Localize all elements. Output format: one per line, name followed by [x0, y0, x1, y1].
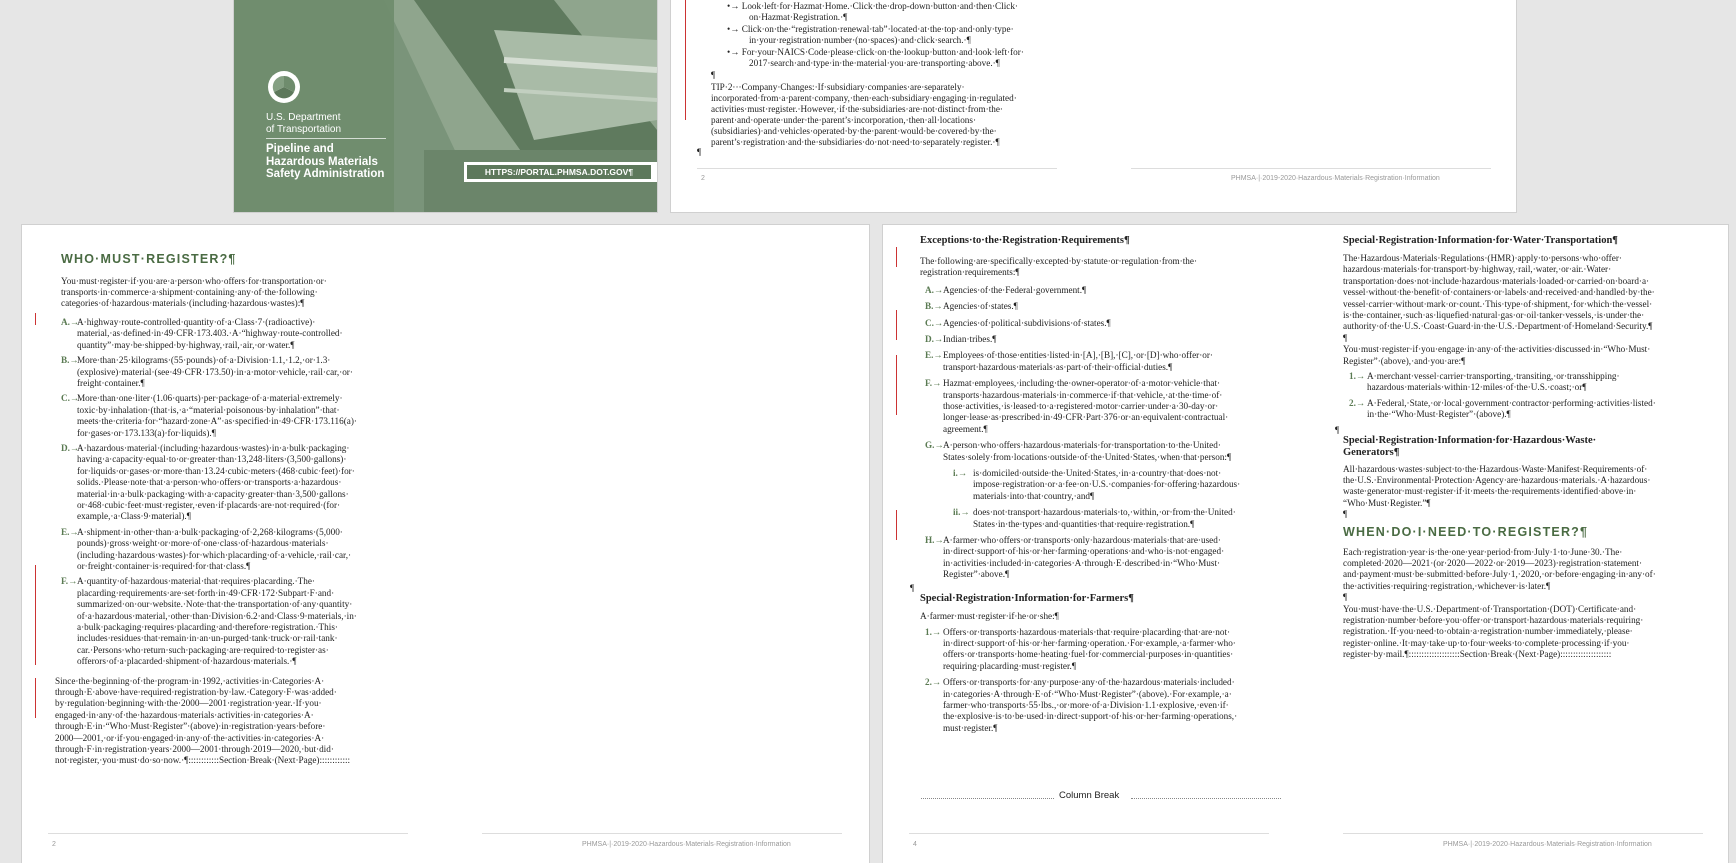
- closing-line: by·regulation·beginning·with·the·2000—2001·registration·year.·If·you·: [55, 698, 322, 709]
- intro-3: categories·of·hazardous·materials·(including·hazardous·wastes):¶: [61, 298, 305, 308]
- page-number: 2: [52, 841, 56, 848]
- category-item-text: for·gases·or·173.133(a)·for·liquids).¶: [77, 427, 216, 438]
- category-item-text: A·quantity·of·hazardous·material·that·requires·placarding.·The·: [77, 576, 315, 587]
- dept-name: U.S. Department of Transportation: [266, 112, 342, 135]
- waste-text: the·U.S.·Environmental·Protection·Agency·are·hazardous·materials.·A·hazardous·: [1343, 475, 1651, 485]
- when-text: register·by·mail.¶::::::::::::::::::::Section·Break·(Next·Page)::::::::::::::::::::: [1343, 649, 1612, 660]
- dot-logo-icon: [267, 70, 301, 104]
- bullet-1-cont: on·Hazmat·Registration.·¶: [749, 12, 848, 22]
- intro-1: You·must·register·if·you·are·a·person·who·offers·for·transportation·or·: [61, 276, 327, 286]
- exception-item-marker: B.→: [925, 301, 943, 312]
- tip-line-1: TIP·2···Company·Changes:·If·subsidiary·companies·are·separately·: [711, 82, 965, 92]
- intro-2: transports·in·commerce·a·shipment·containing·any·of·the·following·: [61, 287, 318, 297]
- tip-line-6: parent’s·registration·and·the·subsidiaries·do·not·need·to·separately·register.·¶: [711, 137, 1000, 147]
- water-text: authority·of·the·U.S.·Coast·Guard·in·the·U.S.·Department·of·Homeland·Security.¶: [1343, 321, 1653, 332]
- category-item-text: pounds)·gross·weight·or·more·of·one·class·of·hazardous·materials·: [77, 538, 329, 549]
- bullet-3-cont: 2017·search·and·type·in·the·material·you·are·transporting·above.·¶: [749, 58, 1000, 68]
- farmers-intro: A·farmer·must·register·if·he·or·she:¶: [920, 610, 1059, 621]
- category-item-text: of·a·hazardous·material,·other·than·Division·6.2·and·Class·9·materials,·in·: [77, 610, 357, 621]
- tip-line-2: incorporated·from·a·parent·company,·then·each·subsidiary·engaging·in·regulated·: [711, 93, 1017, 103]
- exception-item-text: agreement.¶: [943, 423, 988, 434]
- closing-line: through·E·above·have·required·registration·by·law.·Category·F·was·added·: [55, 687, 337, 697]
- footer-rule-left: [48, 833, 408, 834]
- change-bar: [896, 247, 897, 267]
- exception-item-text: A·person·who·offers·hazardous·materials·for·transportation·to·the·United·: [943, 440, 1221, 451]
- exception-subitem-text: impose·registration·or·a·fee·on·U.S.·companies·for·offering·hazardous·: [973, 479, 1241, 490]
- when-text: register·online.·It·may·take·up·to·four·weeks·to·complete·processing·if·you·: [1343, 637, 1630, 648]
- category-item-marker: C.→: [61, 393, 80, 404]
- category-item-marker: B.→: [61, 355, 79, 366]
- category-item-text: for·liquids·or·gases·or·more·than·13.24·cubic·meters·(468·cubic·feet)·for·: [77, 465, 355, 476]
- category-item-text: having·a·capacity·equal·to·or·greater·than·13,248·liters·(3,500·gallons)·: [77, 454, 347, 465]
- when-text: Each·registration·year·is·the·one·year·period·from·July·1·to·June·30.·The·: [1343, 546, 1623, 557]
- portal-url[interactable]: HTTPS://PORTAL.PHMSA.DOT.GOV¶: [467, 165, 651, 179]
- farmers-item-text: the·explosive·is·to·be·used·in·direct·support·of·his·or·her·farming·operations,·: [943, 711, 1238, 722]
- category-item-text: meets·the·criteria·for·“hazard·zone·A”·as·specified·in·49·CFR·173.116(a)·: [77, 416, 357, 427]
- water-text: ¶: [1343, 332, 1348, 343]
- category-item-text: offerors·of·a·placarded·shipment·of·hazardous·materials.·¶: [77, 656, 297, 667]
- waste-heading-cont: Generators¶: [1343, 446, 1400, 458]
- exception-item-text: Register”·above.¶: [943, 569, 1010, 580]
- exception-subitem-marker: ii.→: [953, 507, 970, 518]
- section-heading: WHO·MUST·REGISTER?¶: [61, 252, 237, 266]
- exception-item-marker: C.→: [925, 317, 944, 328]
- farmers-item-text: must·register.¶: [943, 722, 998, 733]
- exception-item-text: States·solely·from·locations·outside·of·the·United·States,·when·that·person:¶: [943, 451, 1232, 462]
- when-text: You·must·have·the·U.S.·Department·of·Transportation·(DOT)·Certificate·and·: [1343, 603, 1637, 614]
- column-break-dots: [921, 798, 1054, 799]
- left-page: [22, 225, 869, 863]
- page-number: 4: [913, 841, 917, 848]
- tip-line-4: parent·and·operate·under·the·parent’s·incorporation,·then·all·locations·: [711, 115, 977, 125]
- when-text: the·activities·requiring·registration,·whichever·is·later.¶: [1343, 580, 1551, 591]
- pilcrow: ¶: [711, 70, 716, 80]
- top-page: [671, 0, 1516, 212]
- pilcrow-end: ¶: [697, 147, 702, 157]
- category-item-marker: E.→: [61, 526, 79, 537]
- exception-subitem-text: does·not·transport·hazardous·materials·to,·within,·or·from·the·United·: [973, 507, 1236, 518]
- footer-rule-right: [1131, 168, 1491, 169]
- exception-item-marker: H.→: [925, 535, 944, 545]
- bullet-3: •→ For·your·NAICS·Code·please·click·on·the·lookup·button·and·look·left·for·: [727, 47, 1024, 57]
- farmers-item-text: Offers·or·transports·for·any·purpose·any·of·the·hazardous·materials·included·: [943, 677, 1235, 688]
- water-item-marker: 2.→: [1349, 397, 1366, 408]
- category-item-text: toxic·by·inhalation·(that·is,·a·“material·poisonous·by·inhalation”·that·: [77, 404, 340, 415]
- waste-heading: Special·Registration·Information·for·Hazardous·Waste·: [1343, 434, 1597, 446]
- closing-line: through·E·in·“Who·Must·Register”·(above)·in·registration·years·before·: [55, 721, 326, 732]
- footer-rule-right: [1343, 833, 1703, 834]
- exception-subitem-text: is·domiciled·outside·the·United·States,·in·a·country·that·does·not·: [973, 468, 1222, 478]
- change-bar: [35, 313, 36, 325]
- cover-page: [234, 0, 657, 212]
- category-item-marker: D.→: [61, 443, 80, 453]
- exception-item-text: transports·hazardous·materials·in·commerce·if·that·vehicle,·at·the·time·of·: [943, 389, 1223, 400]
- pilcrow: ¶: [1335, 424, 1340, 435]
- when-heading: WHEN·DO·I·NEED·TO·REGISTER?¶: [1343, 524, 1589, 539]
- farmers-item-marker: 2.→: [925, 677, 942, 688]
- when-text: completed·2020—2021·(or·2020—2022·or·2019—2023)·registration·statement·: [1343, 558, 1643, 568]
- exception-item-marker: D.→: [925, 334, 944, 344]
- closing-line: Since·the·beginning·of·the·program·in·1992,·activities·in·Categories·A·: [55, 675, 325, 686]
- when-text: registration.·If·you·need·to·obtain·a·registration·number·immediately,·please·: [1343, 626, 1633, 637]
- category-item-text: includes·residues·that·remain·in·an·un-purged·tank·truck·or·rail·tank·: [77, 633, 338, 644]
- closing-line: 2000—2001,·or·if·you·engaged·in·any·of·the·activities·in·categories·A·: [55, 732, 325, 743]
- exception-subitem-text: States·in·the·types·and·quantities·that·require·registration.¶: [973, 518, 1195, 529]
- exception-item-text: Agencies·of·states.¶: [943, 301, 1018, 312]
- farmers-item-text: Offers·or·transports·hazardous·materials·that·require·placarding·that·are·not·: [943, 626, 1231, 637]
- category-item-text: car.·Persons·who·return·such·packaging·are·required·to·register·as·: [77, 644, 329, 655]
- closing-line: engaged·in·any·of·the·hazardous·materials·activities·in·categories·A·: [55, 709, 314, 720]
- column-break-label: Column Break: [1059, 790, 1120, 801]
- bullet-2: •→ Click·on·the·“registration·renewal·tab”·located·at·the·top·and·only·type·: [727, 24, 1014, 34]
- footer-rule-left: [909, 833, 1269, 834]
- when-text: and·payment·must·be·submitted·before·July·1,·2020,·or·before·engaging·in·any·of·: [1343, 569, 1656, 580]
- water-item-marker: 1.→: [1349, 371, 1366, 381]
- footer-title: PHMSA·|·2019-2020·Hazardous·Materials·Registration·Information: [1231, 175, 1440, 182]
- category-item-text: A·hazardous·material·(including·hazardous·wastes)·in·a·bulk·packaging·: [77, 443, 350, 453]
- pilcrow: ¶: [910, 582, 915, 593]
- farmers-item-text: in·direct·support·of·his·or·her·farming·operation.·For·example,·a·farmer·who·: [943, 638, 1236, 648]
- water-text: vessel·carrier·without·mark·or·count.·This·type·of·shipment,·for·which·the·vessel·: [1343, 298, 1653, 309]
- category-item-text: (explosive)·material·(see·49·CFR·173.50)·in·a·motor·vehicle,·rail·car,·or·: [77, 366, 353, 377]
- water-item-text: in·the·“Who·Must·Register”·(above).¶: [1367, 409, 1511, 420]
- waste-text: “Who·Must·Register.”¶: [1343, 497, 1431, 508]
- exception-item-text: longer·lease·as·prescribed·in·49·CFR·Part·376·or·an·equivalent·contractual·: [943, 412, 1229, 423]
- water-heading: Special·Registration·Information·for·Water·Transportation¶: [1343, 235, 1618, 246]
- category-item-text: placarding·requirements·are·set·forth·in·49·CFR·172·Subpart·F·and·: [77, 587, 335, 598]
- category-item-text: example,·a·Class·9·material).¶: [77, 511, 191, 522]
- exception-item-text: Employees·of·those·entities·listed·in·[A],·[B],·[C],·or·[D]·who·offer·or·: [943, 350, 1213, 361]
- url-bar: [464, 162, 657, 182]
- category-item-text: solids.·Please·note·that·a·person·who·offers·or·transports·a·hazardous·: [77, 477, 342, 488]
- bullet-2-cont: in·your·registration·number·(no·spaces)·and·click·search.·¶: [749, 35, 971, 45]
- exceptions-intro: The·following·are·specifically·excepted·by·statute·or·regulation·from·the·: [920, 256, 1198, 266]
- water-item-text: hazardous·materials·within·12·miles·of·the·U.S.·coast;·or¶: [1367, 382, 1587, 393]
- exception-item-text: in·activities·included·in·categories·A·through·E·described·in·“Who·Must·: [943, 557, 1221, 568]
- water-text: The·Hazardous·Materials·Regulations·(HMR)·apply·to·persons·who·offer·: [1343, 253, 1622, 263]
- change-bar: [896, 355, 897, 415]
- when-text: ¶: [1343, 592, 1348, 603]
- column-break-dots: [1131, 798, 1281, 799]
- exception-item-text: A·farmer·who·offers·or·transports·only·hazardous·materials·that·are·used·: [943, 535, 1221, 545]
- water-text: vessel·without·the·benefit·of·containers·or·labels·and·received·and·handled·by·the·: [1343, 287, 1655, 298]
- category-item-text: A·shipment·in·other·than·a·bulk·packaging·of·2,268·kilograms·(5,000·: [77, 526, 343, 537]
- footer-rule-right: [482, 833, 842, 834]
- tip-line-5: (subsidiaries)·and·vehicles·operated·by·the·parent·would·be·covered·by·the·: [711, 126, 997, 136]
- water-text: Register”·(above),·and·you·are:¶: [1343, 355, 1466, 366]
- bullet-1: •→ Look·left·for·Hazmat·Home.·Click·the·drop-down·button·and·then·Click·: [727, 1, 1018, 11]
- water-item-text: A·merchant·vessel·carrier·transporting,·transiting,·or·transshipping·: [1367, 371, 1620, 381]
- change-bar: [685, 0, 686, 120]
- water-text: hazardous·materials·for·transport·by·highway,·rail,·water,·or·air.·Water·: [1343, 264, 1612, 275]
- waste-text: All·hazardous·wastes·subject·to·the·Hazardous·Waste·Manifest·Requirements·of·: [1343, 463, 1648, 474]
- category-item-marker: F.→: [61, 576, 78, 587]
- change-bar: [35, 678, 36, 718]
- farmers-heading: Special·Registration·Information·for·Farmers¶: [920, 592, 1134, 604]
- exceptions-intro: registration·requirements:¶: [920, 267, 1020, 278]
- closing-line: through·F·in·registration·years·2000—2001·through·2019—2020,·but·did·: [55, 744, 334, 754]
- waste-text: waste·generator·must·register·if·it·meets·the·requirements·identified·above·in·: [1343, 486, 1637, 497]
- exceptions-heading: Exceptions·to·the·Registration·Requirements¶: [920, 235, 1130, 246]
- farmers-item-text: in·categories·A·through·E·of·“Who·Must·Register”·(above).·For·example,·a·: [943, 688, 1232, 699]
- agency-name: Pipeline and Hazardous Materials Safety Administration: [266, 143, 385, 180]
- exception-item-marker: G.→: [925, 440, 944, 451]
- water-item-text: A·Federal,·State,·or·local·government·contractor·performing·activities·listed·: [1367, 397, 1656, 408]
- water-text: You·must·register·if·you·engage·in·any·of·the·activities·discussed·in·“Who·Must·: [1343, 344, 1651, 355]
- exception-item-marker: E.→: [925, 350, 943, 361]
- water-text: transportation·does·not·include·hazardous·materials·loaded·or·carried·on·board·a·: [1343, 275, 1650, 286]
- change-bar: [896, 310, 897, 340]
- category-item-marker: A.→: [61, 317, 80, 327]
- category-item-text: freight·container.¶: [77, 378, 145, 388]
- tip-line-3: activities·must·register.·However,·if·the·subsidiaries·are·not·distinct·from·the·: [711, 104, 1003, 114]
- farmers-item-text: offers·or·transports·home·heating·fuel·for·commercial·purposes·in·quantities·: [943, 649, 1234, 660]
- farmers-item-text: farmer·who·transports·55·lbs.,·or·more·of·a·Division·1.1·explosive,·even·if·: [943, 700, 1229, 710]
- exception-subitem-marker: i.→: [953, 468, 968, 478]
- exception-item-marker: A.→: [925, 284, 944, 295]
- farmers-item-text: requiring·placarding·must·register.¶: [943, 660, 1076, 671]
- farmers-item-marker: 1.→: [925, 626, 942, 637]
- footer-title: PHMSA·|·2019-2020·Hazardous·Materials·Registration·Information: [1443, 841, 1652, 848]
- category-item-text: or·468·cubic·feet·must·register,·even·if·placards·are·not·required·(for·: [77, 500, 341, 510]
- category-item-text: or·freight·container·is·required·for·that·class.¶: [77, 561, 251, 571]
- when-text: registration·number·before·you·offer·or·transport·hazardous·materials·requiring·: [1343, 615, 1644, 625]
- page-number: 2: [701, 175, 705, 182]
- exception-item-text: those·activities,·is·leased·to·a·registered·motor·carrier·under·a·30-day·or·: [943, 401, 1219, 411]
- closing-line: not·register,·you·must·do·so·now.·¶::::::::::::Section·Break·(Next·Page)::::::::::::: [55, 755, 351, 766]
- change-bar: [35, 565, 36, 665]
- waste-text: ¶: [1343, 509, 1348, 520]
- exception-item-text: transport·hazardous·materials·as·part·of·their·official·duties.¶: [943, 361, 1173, 372]
- exception-item-text: Agencies·of·political·subdivisions·of·states.¶: [943, 317, 1111, 328]
- exception-item-text: Agencies·of·the·Federal·government.¶: [943, 284, 1087, 295]
- category-item-text: material·in·a·bulk·packaging·with·a·capacity·greater·than·3,500·gallons·: [77, 488, 349, 499]
- footer-rule-left: [697, 168, 1057, 169]
- water-text: is·the·container,·such·as·liquefied·natural·gas·or·oil·tanker·vessels,·is·under·the·: [1343, 310, 1645, 320]
- change-bar: [896, 510, 897, 540]
- exception-item-text: Indian·tribes.¶: [943, 334, 997, 344]
- exception-item-text: in·direct·support·of·his·or·her·farming·operations·and·who·is·not·engaged·: [943, 546, 1225, 557]
- category-item-text: More·than·25·kilograms·(55·pounds)·of·a·Division·1.1,·1.2,·or·1.3·: [77, 355, 331, 366]
- category-item-text: More·than·one·liter·(1.06·quarts)·per·package·of·a·material·extremely·: [77, 393, 343, 404]
- category-item-text: A·highway·route-controlled·quantity·of·a·Class·7·(radioactive)·: [77, 317, 316, 327]
- category-item-text: a·bulk·packaging·requires·placarding·and·therefore·registration.·This·: [77, 622, 338, 632]
- category-item-text: material,·as·defined·in·49·CFR·173.403.·A·“highway·route-controlled·: [77, 328, 343, 339]
- category-item-text: summarized·on·our·website.·Note·that·the·transportation·of·any·quantity·: [77, 599, 353, 610]
- category-item-text: (including·hazardous·wastes)·for·which·placarding·of·a·vehicle,·rail·car,·: [77, 549, 352, 560]
- right-page: [883, 225, 1728, 863]
- exception-subitem-text: materials·into·that·country,·and¶: [973, 490, 1095, 501]
- exception-item-text: Hazmat·employees,·including·the·owner-operator·of·a·motor·vehicle·that·: [943, 378, 1221, 389]
- divider: [266, 138, 386, 139]
- exception-item-marker: F.→: [925, 378, 942, 389]
- footer-title: PHMSA·|·2019-2020·Hazardous·Materials·Registration·Information: [582, 841, 791, 848]
- category-item-text: quantity”·may·be·shipped·by·highway,·rail,·air,·or·water.¶: [77, 339, 295, 350]
